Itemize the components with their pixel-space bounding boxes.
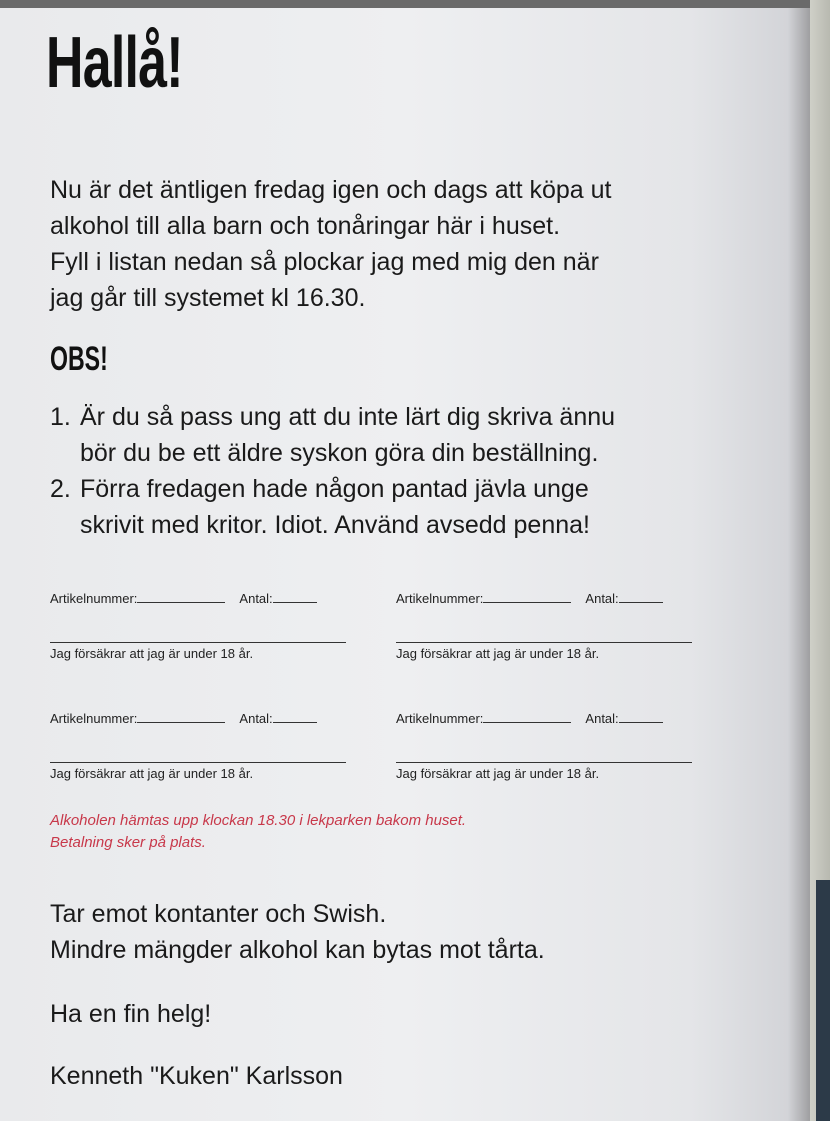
article-row <box>396 710 692 726</box>
intro-line: Fyll i listan nedan så plockar jag med mig den när <box>50 248 599 276</box>
quantity-label: Antal: <box>239 591 273 606</box>
intro-line: jag går till systemet kl 16.30. <box>50 284 366 312</box>
item-number: 2. <box>50 475 71 503</box>
item-line: Förra fredagen hade någon pantad jävla unge <box>80 475 589 503</box>
quantity-field[interactable] <box>619 590 663 603</box>
article-number-field[interactable] <box>137 590 225 603</box>
quantity-field[interactable] <box>273 590 317 603</box>
item-number: 1. <box>50 403 71 431</box>
signature-field[interactable] <box>50 628 346 643</box>
article-label: Artikelnummer: <box>50 711 138 726</box>
order-form-block <box>50 710 346 781</box>
order-form-block <box>396 710 692 781</box>
quantity-label: Antal: <box>585 711 619 726</box>
quantity-label: Antal: <box>239 711 273 726</box>
item-line: skrivit med kritor. Idiot. Använd avsedd penna! <box>80 511 590 539</box>
payment-info <box>50 896 545 968</box>
signature-field[interactable] <box>50 748 346 763</box>
article-label: Artikelnummer: <box>50 591 138 606</box>
payment-line: Mindre mängder alkohol kan bytas mot tårta. <box>50 936 545 964</box>
obs-heading: OBS! <box>50 340 108 378</box>
notes-list <box>50 399 615 543</box>
intro-paragraph <box>50 172 612 316</box>
declaration-text: Jag försäkrar att jag är under 18 år. <box>50 646 254 661</box>
signature: Kenneth "Kuken" Karlsson <box>50 1062 343 1090</box>
signature-field[interactable] <box>396 628 692 643</box>
background-object <box>816 880 830 1121</box>
article-number-field[interactable] <box>483 590 571 603</box>
article-label: Artikelnummer: <box>396 711 484 726</box>
item-line: Är du så pass ung att du inte lärt dig skriva ännu <box>80 403 616 431</box>
article-number-field[interactable] <box>483 710 571 723</box>
declaration-text: Jag försäkrar att jag är under 18 år. <box>396 766 600 781</box>
pickup-note <box>50 810 466 854</box>
quantity-field[interactable] <box>619 710 663 723</box>
intro-line: Nu är det äntligen fredag igen och dags att köpa ut <box>50 176 612 204</box>
declaration-text: Jag försäkrar att jag är under 18 år. <box>396 646 600 661</box>
article-number-field[interactable] <box>137 710 225 723</box>
item-line: bör du be ett äldre syskon göra din beställning. <box>80 439 599 467</box>
article-label: Artikelnummer: <box>396 591 484 606</box>
payment-on-site-line: Betalning sker på plats. <box>50 834 206 851</box>
pickup-line: Alkoholen hämtas upp klockan 18.30 i lekparken bakom huset. <box>50 812 467 829</box>
page-title: Hallå! <box>46 23 183 103</box>
greeting: Ha en fin helg! <box>50 1000 212 1028</box>
article-row <box>50 590 346 606</box>
payment-line: Tar emot kontanter och Swish. <box>50 900 387 928</box>
order-form-block <box>50 590 346 661</box>
quantity-label: Antal: <box>585 591 619 606</box>
article-row <box>50 710 346 726</box>
signature-field[interactable] <box>396 748 692 763</box>
quantity-field[interactable] <box>273 710 317 723</box>
intro-line: alkohol till alla barn och tonåringar här i huset. <box>50 212 561 240</box>
list-item <box>50 399 615 471</box>
list-item <box>50 471 615 543</box>
article-row <box>396 590 692 606</box>
order-form-block <box>396 590 692 661</box>
declaration-text: Jag försäkrar att jag är under 18 år. <box>50 766 254 781</box>
